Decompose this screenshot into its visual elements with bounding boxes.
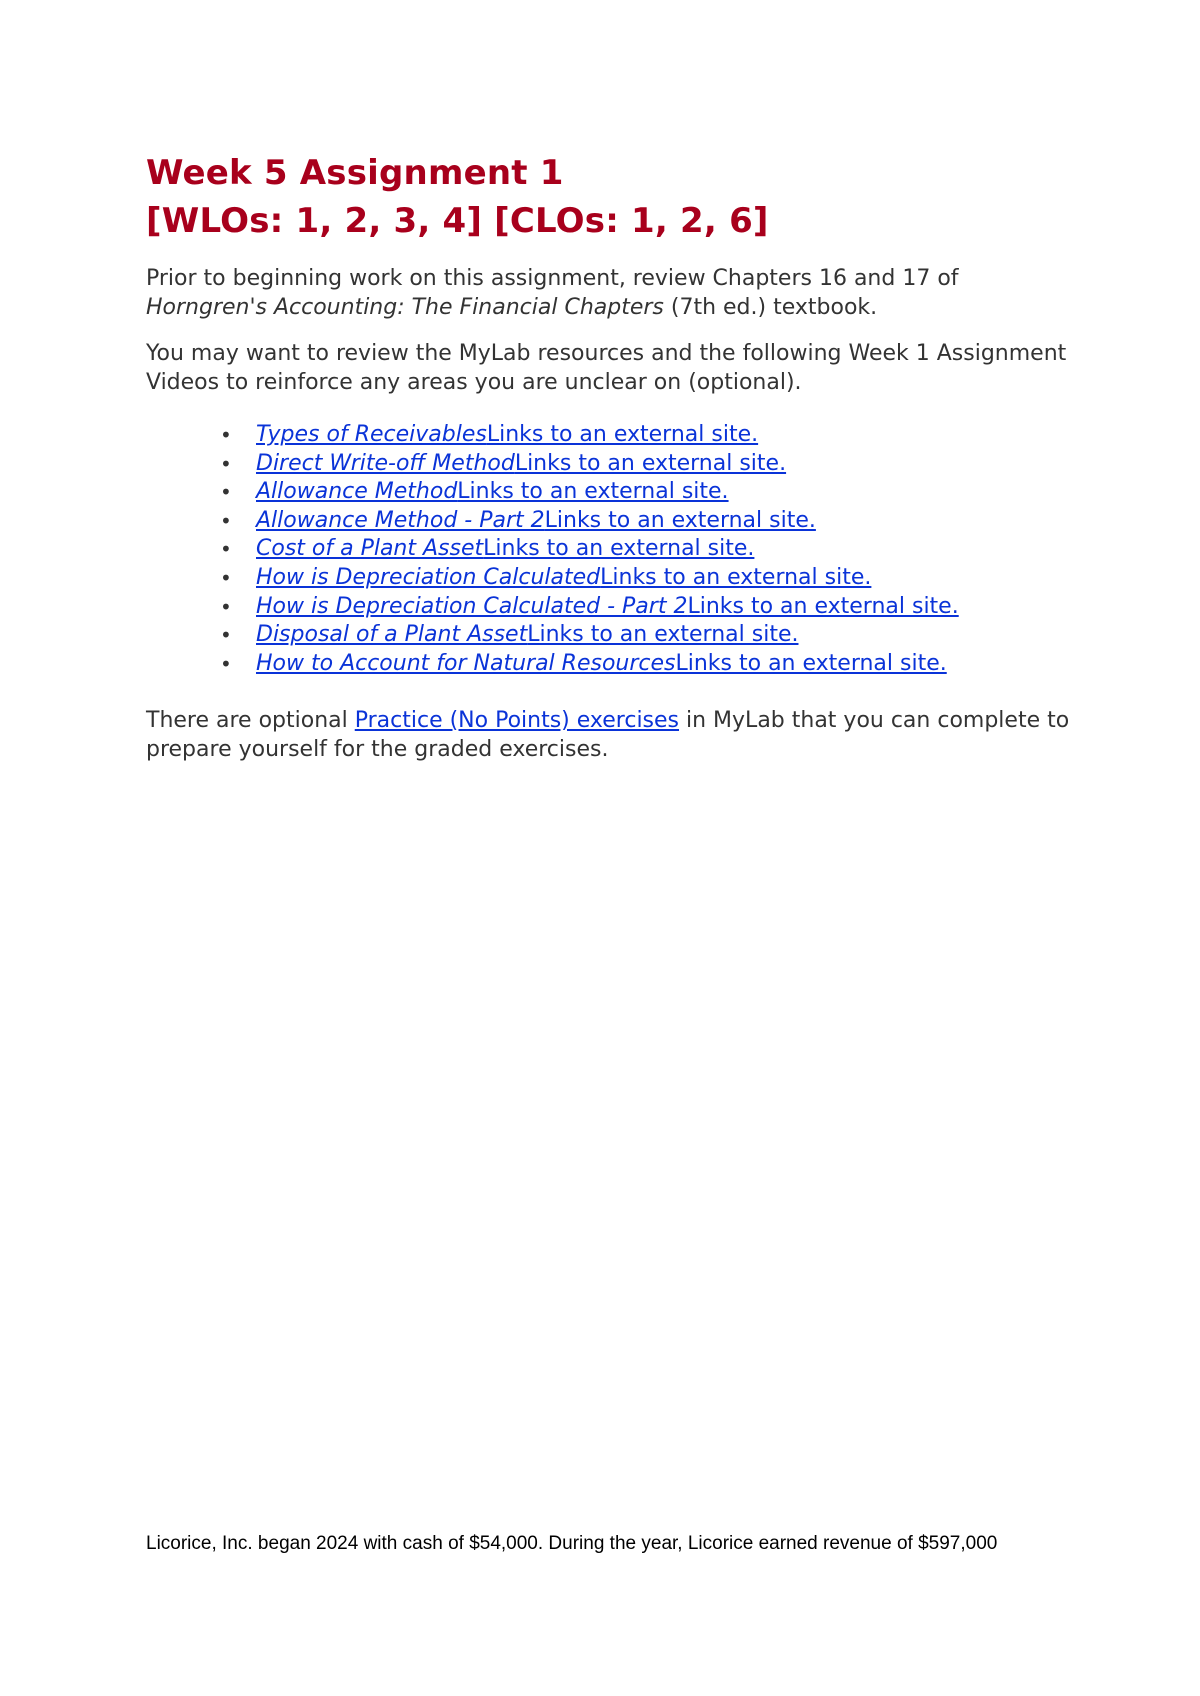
intro-text-after: (7th ed.) textbook. [663,295,878,320]
practice-text-after: in MyLab that you can complete to prepare yourself for the graded exercises. [146,708,1070,763]
list-item [256,593,1076,622]
problem-statement-text: Licorice, Inc. began 2024 with cash of $54,000. During the year, Licorice earned revenue of $597,000 [146,1533,998,1554]
video-link-depreciation-calculated-part-2[interactable]: How is Depreciation Calculated - Part 2Links to an external site. [256,593,959,619]
intro-paragraph [146,264,1076,322]
textbook-title: Horngren's Accounting: The Financial Chapters [146,295,664,320]
page-title: Week 5 Assignment 1 [146,153,564,193]
list-item [256,478,1076,507]
learning-outcomes-heading: [WLOs: 1, 2, 3, 4] [CLOs: 1, 2, 6] [146,201,769,241]
list-item [256,621,1076,650]
practice-paragraph [146,706,1076,764]
video-link-depreciation-calculated[interactable]: How is Depreciation CalculatedLinks to an external site. [256,564,872,590]
practice-text-before: There are optional [146,708,355,734]
intro-text-before: Prior to beginning work on this assignment, review Chapters 16 and 17 of [146,266,959,291]
assignment-content [146,150,1076,764]
list-item [256,650,1076,679]
video-link-allowance-method-part-2[interactable]: Allowance Method - Part 2Links to an external site. [256,507,816,533]
video-link-disposal-of-plant-asset[interactable]: Disposal of a Plant AssetLinks to an external site. [256,622,799,648]
review-paragraph: You may want to review the MyLab resources and the following Week 1 Assignment Videos to reinforce any areas you are unclear on (optional). [146,341,1067,395]
video-link-direct-write-off-method[interactable]: Direct Write-off MethodLinks to an external site. [256,450,787,476]
list-item [256,535,1076,564]
list-item [256,507,1076,536]
video-link-types-of-receivables[interactable]: Types of ReceivablesLinks to an external site. [256,422,759,447]
list-item [256,450,1076,479]
video-link-allowance-method[interactable]: Allowance MethodLinks to an external site. [256,479,729,505]
video-link-natural-resources[interactable]: How to Account for Natural ResourcesLinks to an external site. [256,650,947,676]
video-link-cost-of-plant-asset[interactable]: Cost of a Plant AssetLinks to an external site. [256,536,755,562]
list-item [256,564,1076,593]
video-link-list [146,421,1076,678]
practice-exercises-link[interactable]: Practice (No Points) exercises [354,708,680,734]
list-item [256,421,1076,450]
